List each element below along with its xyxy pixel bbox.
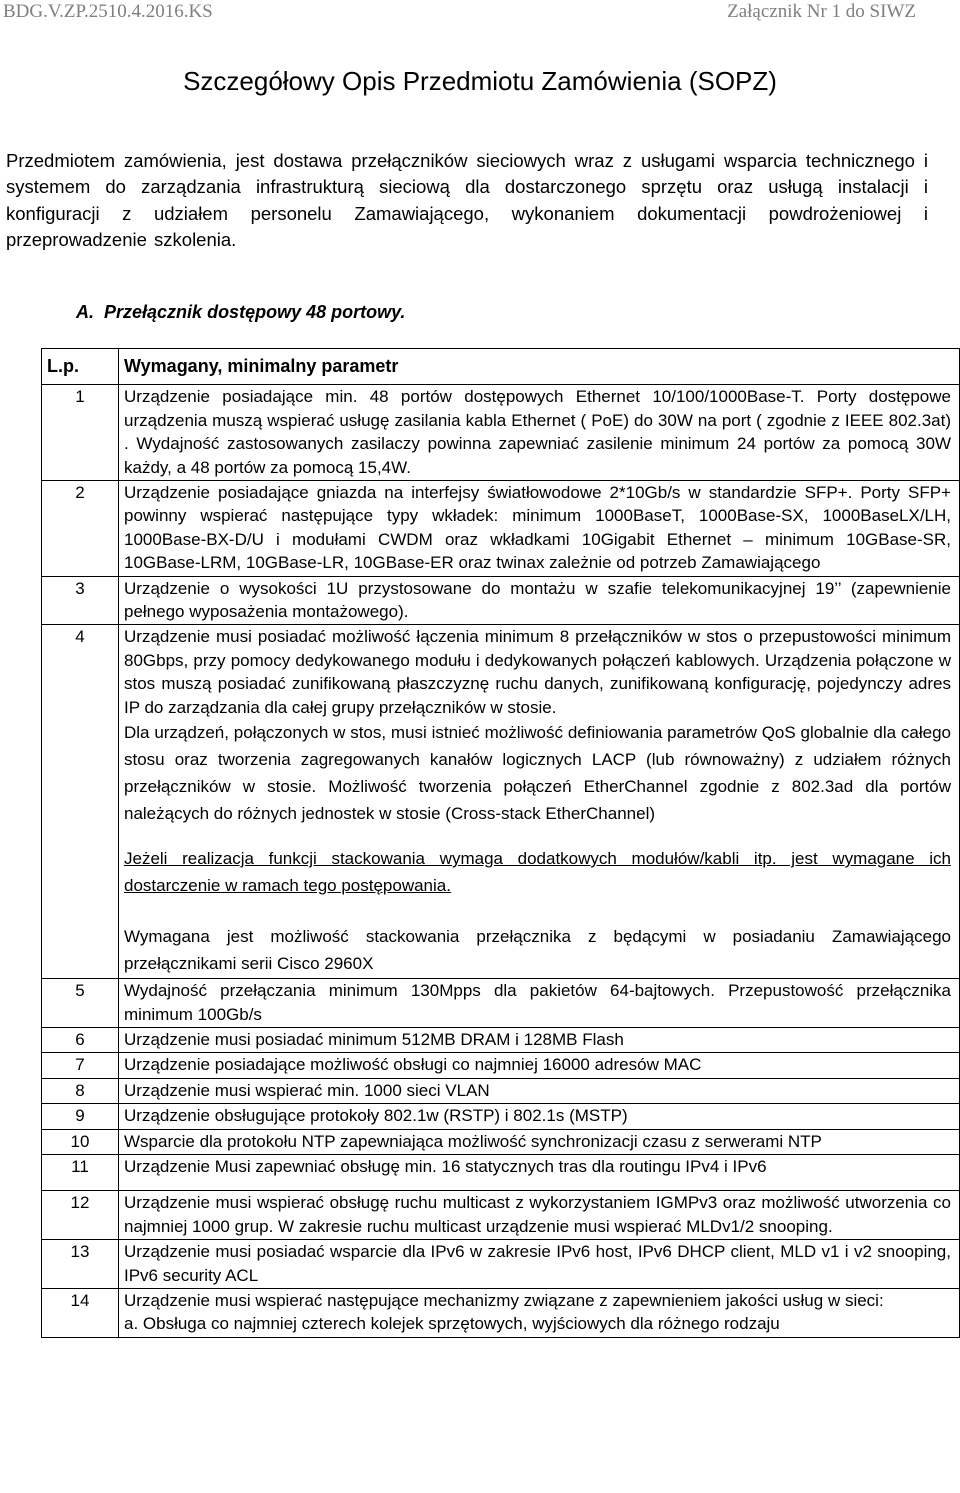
row-number: 11 bbox=[42, 1154, 119, 1190]
table-row bbox=[42, 1191, 960, 1240]
table-row bbox=[42, 1078, 960, 1103]
row-text: Urządzenie musi wspierać obsługę ruchu multicast z wykorzystaniem IGMPv3 oraz możliwość utworzenia co najmniej 1000 grup. W zakresie ruchu multicast urządzenie musi wspierać MLDv1/2 snooping. bbox=[119, 1191, 960, 1240]
table-header-row bbox=[42, 349, 960, 385]
attachment-label: Załącznik Nr 1 do SIWZ bbox=[727, 1, 916, 22]
row-cell-qos bbox=[119, 1288, 960, 1337]
row-text: Urządzenie musi posiadać możliwość łączenia minimum 8 przełączników w stos o przepustowości minimum 80Gbps, przy pomocy dedykowanego modułu i dedykowanych połączeń kablowych. Urządzenia połączone w stos muszą posiadać zunifikowaną płaszczyznę ruchu danych, zunifikowaną konfigurację, pojedynczy adres IP do zarządzania dla całej grupy przełączników w stosie. bbox=[124, 627, 951, 717]
table-row bbox=[42, 576, 960, 625]
row-number: 7 bbox=[42, 1053, 119, 1078]
row-number: 14 bbox=[42, 1288, 119, 1337]
section-letter: A. bbox=[76, 302, 94, 322]
row-number: 12 bbox=[42, 1191, 119, 1240]
header-lp: L.p. bbox=[42, 349, 119, 385]
table-row bbox=[42, 1288, 960, 1337]
document-reference: BDG.V.ZP.2510.4.2016.KS bbox=[3, 1, 213, 22]
row-note-underlined: Jeżeli realizacja funkcji stackowania wymaga dodatkowych modułów/kabli itp. jest wymagane ich dostarczenie w ramach tego postępowania. bbox=[124, 849, 951, 896]
row-number: 5 bbox=[42, 979, 119, 1028]
row-subitem: a. Obsługa co najmniej czterech kolejek sprzętowych, wyjściowych dla różnego rodzaju bbox=[124, 1314, 780, 1334]
row-text: Dla urządzeń, połączonych w stos, musi istnieć możliwość definiowania parametrów QoS globalnie dla całego stosu oraz tworzenia zagregowanych kanałów logicznych LACP (lub równoważny) z udziałem różnych przełączników w stosie. Możliwość tworzenia połączeń EtherChannel zgodnie z 802.3ad dla portów należących do różnych jednostek w stosie (Cross-stack EtherChannel) bbox=[124, 723, 951, 824]
row-text: Urządzenie musi wspierać min. 1000 sieci VLAN bbox=[119, 1078, 960, 1103]
section-heading bbox=[76, 302, 405, 323]
table-row bbox=[42, 979, 960, 1028]
table-row bbox=[42, 385, 960, 481]
row-number: 13 bbox=[42, 1240, 119, 1289]
requirements-table bbox=[41, 348, 960, 1338]
table-row bbox=[42, 1240, 960, 1289]
row-number: 1 bbox=[42, 385, 119, 481]
row-text: Wymagana jest możliwość stackowania przełącznika z będącymi w posiadaniu Zamawiającego przełącznikami serii Cisco 2960X bbox=[124, 927, 951, 974]
row-text: Urządzenie musi posiadać minimum 512MB DRAM i 128MB Flash bbox=[119, 1027, 960, 1052]
row-text: Wydajność przełączania minimum 130Mpps dla pakietów 64-bajtowych. Przepustowość przełącznika minimum 100Gb/s bbox=[119, 979, 960, 1028]
row-number: 4 bbox=[42, 625, 119, 979]
table-row bbox=[42, 1053, 960, 1078]
row-number: 6 bbox=[42, 1027, 119, 1052]
row-text: Urządzenie Musi zapewniać obsługę min. 16 statycznych tras dla routingu IPv4 i IPv6 bbox=[119, 1154, 960, 1190]
table-row bbox=[42, 481, 960, 577]
row-text: Urządzenie posiadające możliwość obsługi co najmniej 16000 adresów MAC bbox=[119, 1053, 960, 1078]
row-number: 3 bbox=[42, 576, 119, 625]
row-text: Urządzenie obsługujące protokoły 802.1w (RSTP) i 802.1s (MSTP) bbox=[119, 1104, 960, 1129]
row-text: Urządzenie posiadające min. 48 portów dostępowych Ethernet 10/100/1000Base-T. Porty dostępowe urządzenia muszą wspierać usługę zasilania kabla Ethernet ( PoE) do 30W na port ( zgodnie z IEEE 802.3at) . Wydajność zastosowanych zasilaczy powinna zapewniać zasilenie minimum 24 portów za pomocą 30W każdy, a 48 portów za pomocą 15,4W. bbox=[119, 385, 960, 481]
row-number: 10 bbox=[42, 1129, 119, 1154]
row-text: Wsparcie dla protokołu NTP zapewniająca możliwość synchronizacji czasu z serwerami NTP bbox=[119, 1129, 960, 1154]
section-title: Przełącznik dostępowy 48 portowy. bbox=[104, 302, 406, 322]
header-parameter: Wymagany, minimalny parametr bbox=[119, 349, 960, 385]
row-number: 8 bbox=[42, 1078, 119, 1103]
table-row bbox=[42, 1104, 960, 1129]
row-text: Urządzenie musi wspierać następujące mechanizmy związane z zapewnieniem jakości usług w sieci: bbox=[124, 1290, 884, 1310]
row-cell-stacking bbox=[119, 625, 960, 979]
row-text: Urządzenie musi posiadać wsparcie dla IPv6 w zakresie IPv6 host, IPv6 DHCP client, MLD v1 i v2 snooping, IPv6 security ACL bbox=[119, 1240, 960, 1289]
row-text: Urządzenie posiadające gniazda na interfejsy światłowodowe 2*10Gb/s w standardzie SFP+. Porty SFP+ powinny wspierać następujące typy wkładek: minimum 1000BaseT, 1000Base-SX, 1000BaseLX/LH, 1000Base-BX-D/U i modułami CWDM oraz wkładkami 10Gigabit Ethernet – minimum 10GBase-SR, 10GBase-LRM, 10GBase-LR, 10GBase-ER oraz twinax zależnie od potrzeb Zamawiającego bbox=[119, 481, 960, 577]
row-text: Urządzenie o wysokości 1U przystosowane do montażu w szafie telekomunikacyjnej 19’’ (zapewnienie pełnego wyposażenia montażowego). bbox=[119, 576, 960, 625]
intro-paragraph: Przedmiotem zamówienia, jest dostawa przełączników sieciowych wraz z usługami wsparcia technicznego i systemem do zarządzania infrastrukturą sieciową dla dostarczonego sprzętu oraz usługą instalacji i konfiguracji z udziałem personelu Zamawiającego, wykonaniem dokumentacji powdrożeniowej i przeprowadzenie szkolenia. bbox=[6, 150, 928, 251]
table-row bbox=[42, 625, 960, 979]
row-number: 9 bbox=[42, 1104, 119, 1129]
row-number: 2 bbox=[42, 481, 119, 577]
table-row bbox=[42, 1129, 960, 1154]
table-row bbox=[42, 1027, 960, 1052]
page-title: Szczegółowy Opis Przedmiotu Zamówienia (SOPZ) bbox=[183, 66, 777, 96]
table-row bbox=[42, 1154, 960, 1190]
